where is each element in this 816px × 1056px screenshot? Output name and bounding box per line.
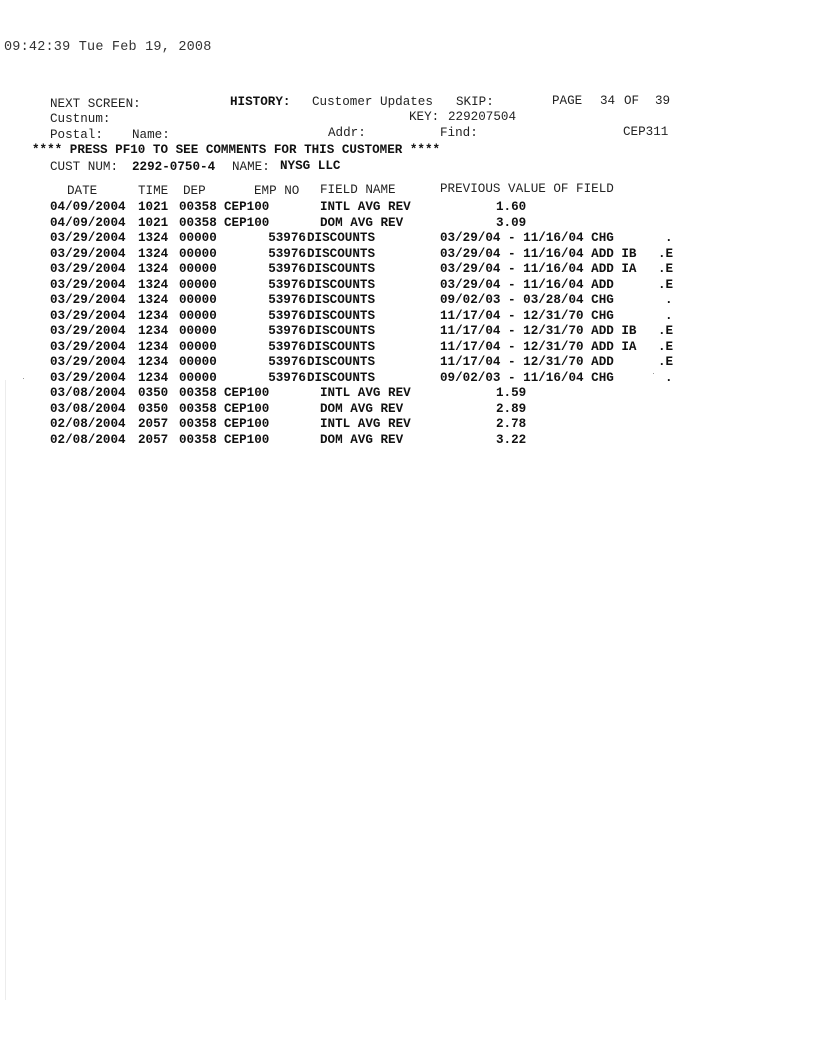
row-emp-no: 53976 [268, 247, 306, 261]
row-previous-value: 03/29/04 - 11/16/04 CHG [440, 231, 614, 245]
comments-notice: **** PRESS PF10 TO SEE COMMENTS FOR THIS CUSTOMER **** [32, 143, 441, 157]
cust-name-value: NYSG LLC [280, 159, 341, 173]
row-emp-no: 53976 [268, 309, 306, 323]
row-previous-value: 11/17/04 - 12/31/70 ADD [440, 355, 614, 369]
row-dep: 00000 [179, 355, 217, 369]
col-header-emp-no: EMP NO [254, 184, 300, 198]
row-emp-no: 53976 [268, 231, 306, 245]
row-time: 1234 [138, 355, 169, 369]
screen-title: Customer Updates [312, 95, 433, 109]
row-previous-value: 09/02/03 - 11/16/04 CHG [440, 371, 614, 385]
cust-name-label: NAME: [232, 160, 270, 174]
row-dep: 00000 [179, 231, 217, 245]
page-label: PAGE [552, 94, 583, 108]
screen-code: CEP311 [623, 125, 669, 139]
row-field-name: DISCOUNTS [307, 262, 376, 276]
row-dep: 00000 [179, 262, 217, 276]
cust-num-label: CUST NUM: [50, 160, 119, 174]
row-date: 02/08/2004 [50, 433, 126, 447]
row-date: 03/29/2004 [50, 293, 126, 307]
row-dep: 00000 [179, 340, 217, 354]
row-flag: . [665, 371, 673, 385]
row-previous-value: 2.78 [496, 417, 527, 431]
row-field-name: DISCOUNTS [307, 247, 376, 261]
col-header-dep: DEP [183, 184, 206, 198]
row-emp-no: CEP100 [224, 200, 270, 214]
row-field-name: DISCOUNTS [307, 340, 376, 354]
row-time: 1021 [138, 216, 169, 230]
row-date: 03/29/2004 [50, 324, 126, 338]
col-header-date: DATE [67, 184, 98, 198]
row-previous-value: 03/29/04 - 11/16/04 ADD IA [440, 262, 637, 276]
row-date: 02/08/2004 [50, 417, 126, 431]
row-time: 0350 [138, 402, 169, 416]
name-label: Name: [132, 128, 170, 142]
row-field-name: DISCOUNTS [307, 231, 376, 245]
postal-label: Postal: [50, 128, 103, 142]
row-dep: 00358 [179, 402, 217, 416]
custnum-label: Custnum: [50, 112, 111, 126]
row-dep: 00358 [179, 200, 217, 214]
row-time: 1234 [138, 340, 169, 354]
row-flag: .E [658, 340, 674, 354]
row-emp-no: CEP100 [224, 386, 270, 400]
row-date: 04/09/2004 [50, 216, 126, 230]
row-time: 1234 [138, 371, 169, 385]
row-dep: 00358 [179, 386, 217, 400]
key-value: 229207504 [448, 110, 517, 124]
row-date: 03/29/2004 [50, 355, 126, 369]
row-date: 03/29/2004 [50, 231, 126, 245]
row-field-name: DISCOUNTS [307, 371, 376, 385]
row-flag: .E [658, 355, 674, 369]
row-emp-no: 53976 [268, 324, 306, 338]
row-date: 03/29/2004 [50, 278, 126, 292]
row-time: 1324 [138, 262, 169, 276]
row-dep: 00358 [179, 216, 217, 230]
page-total: 39 [655, 94, 671, 108]
cust-num-value: 2292-0750-4 [132, 160, 216, 174]
row-flag: . [665, 231, 673, 245]
row-emp-no: 53976 [268, 278, 306, 292]
row-dep: 00000 [179, 309, 217, 323]
skip-label: SKIP: [456, 95, 494, 109]
row-date: 03/29/2004 [50, 340, 126, 354]
addr-label: Addr: [328, 126, 366, 140]
row-time: 1234 [138, 324, 169, 338]
row-date: 03/08/2004 [50, 402, 126, 416]
row-emp-no: 53976 [268, 262, 306, 276]
next-screen-label: NEXT SCREEN: [50, 97, 141, 111]
col-header-time: TIME [138, 184, 169, 198]
print-timestamp: 09:42:39 Tue Feb 19, 2008 [4, 40, 212, 55]
row-previous-value: 09/02/03 - 03/28/04 CHG [440, 293, 614, 307]
row-emp-no: CEP100 [224, 417, 270, 431]
find-label: Find: [440, 126, 478, 140]
page-current: 34 [600, 94, 616, 108]
row-emp-no: CEP100 [224, 433, 270, 447]
history-label: HISTORY: [230, 95, 291, 109]
row-field-name: INTL AVG REV [320, 386, 411, 400]
row-date: 03/29/2004 [50, 262, 126, 276]
row-field-name: DISCOUNTS [307, 355, 376, 369]
row-dep: 00358 [179, 433, 217, 447]
row-time: 1324 [138, 278, 169, 292]
row-field-name: DOM AVG REV [320, 216, 404, 230]
row-flag: .E [658, 247, 674, 261]
row-field-name: INTL AVG REV [320, 200, 411, 214]
scan-edge-line [5, 380, 6, 1000]
page-of-label: OF [624, 94, 640, 108]
row-date: 03/29/2004 [50, 309, 126, 323]
row-emp-no: 53976 [268, 340, 306, 354]
row-field-name: INTL AVG REV [320, 417, 411, 431]
row-time: 1324 [138, 231, 169, 245]
row-flag: . [665, 309, 673, 323]
row-time: 2057 [138, 433, 169, 447]
col-header-field-name: FIELD NAME [320, 183, 396, 197]
row-emp-no: 53976 [268, 355, 306, 369]
row-field-name: DOM AVG REV [320, 402, 404, 416]
row-dep: 00358 [179, 417, 217, 431]
row-previous-value: 1.60 [496, 200, 527, 214]
row-time: 1234 [138, 309, 169, 323]
row-field-name: DISCOUNTS [307, 324, 376, 338]
row-time: 0350 [138, 386, 169, 400]
row-dep: 00000 [179, 324, 217, 338]
row-flag: .E [658, 324, 674, 338]
row-time: 2057 [138, 417, 169, 431]
row-previous-value: 3.09 [496, 216, 527, 230]
row-emp-no: CEP100 [224, 402, 270, 416]
row-emp-no: 53976 [268, 371, 306, 385]
row-previous-value: 2.89 [496, 402, 527, 416]
row-date: 03/29/2004 [50, 371, 126, 385]
row-dep: 00000 [179, 293, 217, 307]
row-previous-value: 11/17/04 - 12/31/70 ADD IB [440, 324, 637, 338]
row-field-name: DISCOUNTS [307, 293, 376, 307]
row-date: 03/08/2004 [50, 386, 126, 400]
row-date: 04/09/2004 [50, 200, 126, 214]
row-flag: . [665, 293, 673, 307]
col-header-previous-value: PREVIOUS VALUE OF FIELD [440, 182, 614, 196]
row-previous-value: 3.22 [496, 433, 527, 447]
row-emp-no: CEP100 [224, 216, 270, 230]
row-flag: .E [658, 278, 674, 292]
scan-speck [653, 373, 654, 374]
key-label: KEY: [409, 110, 440, 124]
row-previous-value: 1.59 [496, 386, 527, 400]
row-previous-value: 03/29/04 - 11/16/04 ADD IB [440, 247, 637, 261]
row-field-name: DOM AVG REV [320, 433, 404, 447]
row-field-name: DISCOUNTS [307, 309, 376, 323]
row-time: 1021 [138, 200, 169, 214]
row-dep: 00000 [179, 278, 217, 292]
row-time: 1324 [138, 293, 169, 307]
row-previous-value: 11/17/04 - 12/31/70 ADD IA [440, 340, 637, 354]
row-time: 1324 [138, 247, 169, 261]
row-emp-no: 53976 [268, 293, 306, 307]
row-dep: 00000 [179, 371, 217, 385]
row-date: 03/29/2004 [50, 247, 126, 261]
row-field-name: DISCOUNTS [307, 278, 376, 292]
scan-speck [23, 378, 24, 379]
row-dep: 00000 [179, 247, 217, 261]
row-previous-value: 11/17/04 - 12/31/70 CHG [440, 309, 614, 323]
row-flag: .E [658, 262, 674, 276]
row-previous-value: 03/29/04 - 11/16/04 ADD [440, 278, 614, 292]
